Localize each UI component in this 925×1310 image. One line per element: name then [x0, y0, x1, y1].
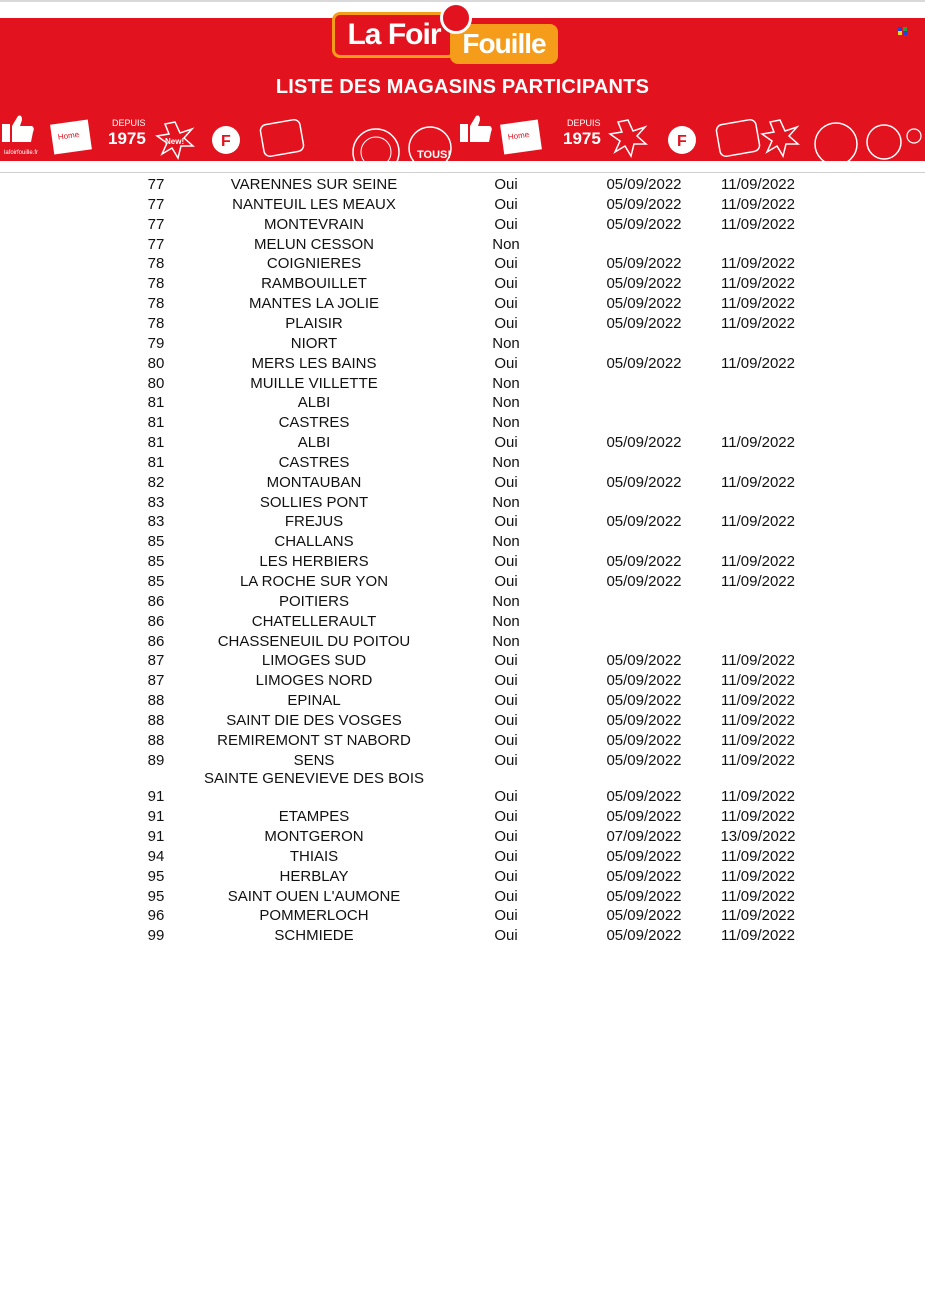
dept-cell: 85: [147, 533, 165, 550]
dept-cell: 81: [147, 414, 165, 431]
city-cell: CHATELLERAULT: [251, 613, 377, 630]
participation-cell: Non: [492, 454, 520, 471]
participation-cell: Non: [492, 533, 520, 550]
end-date-cell: 11/09/2022: [721, 848, 795, 865]
table-row: [0, 196, 925, 216]
table-row: [0, 236, 925, 256]
participation-cell: Oui: [494, 752, 518, 769]
table-row: [0, 474, 925, 494]
participation-cell: Oui: [494, 255, 518, 272]
end-date-cell: 13/09/2022: [720, 828, 796, 845]
start-date-cell: 07/09/2022: [606, 828, 682, 845]
dept-cell: 81: [147, 394, 165, 411]
dept-cell: 82: [147, 474, 165, 491]
svg-text:lafoirfouille.fr: lafoirfouille.fr: [4, 150, 39, 156]
home-sweet-home-icon: [50, 120, 92, 155]
dept-cell: 77: [147, 196, 165, 213]
start-date-cell: 05/09/2022: [606, 732, 682, 749]
city-cell: CASTRES: [278, 454, 350, 471]
participation-cell: Oui: [494, 652, 518, 669]
city-cell: HERBLAY: [279, 868, 349, 885]
fete-badge-icon: [815, 123, 857, 161]
fete-badge-icon: [353, 129, 399, 161]
dept-cell: 88: [147, 712, 165, 729]
participation-cell: Oui: [494, 788, 518, 805]
city-cell: MONTAUBAN: [266, 474, 362, 491]
start-date-cell: 05/09/2022: [606, 652, 682, 669]
start-date-cell: 05/09/2022: [606, 692, 682, 709]
participation-cell: Non: [492, 394, 520, 411]
participation-cell: Oui: [494, 355, 518, 372]
dept-cell: 85: [147, 553, 165, 570]
table-row: [0, 375, 925, 395]
end-date-cell: 11/09/2022: [721, 315, 795, 332]
city-cell: VARENNES SUR SEINE: [230, 176, 398, 193]
city-cell: CHASSENEUIL DU POITOU: [217, 633, 411, 650]
dept-cell: 81: [147, 434, 165, 451]
forever-badge-icon: [668, 126, 696, 154]
dept-cell: 89: [147, 752, 165, 769]
logo-word-la-foir: La Foir: [332, 12, 456, 58]
end-date-cell: 11/09/2022: [721, 808, 795, 825]
participation-cell: Oui: [494, 868, 518, 885]
participation-cell: Non: [492, 494, 520, 511]
table-row: [0, 828, 925, 848]
end-date-cell: 11/09/2022: [721, 868, 795, 885]
dept-cell: 83: [147, 494, 165, 511]
table-row: [0, 414, 925, 434]
end-date-cell: 11/09/2022: [721, 216, 795, 233]
dept-cell: 99: [147, 927, 165, 944]
table-row: [0, 672, 925, 692]
new-star-icon: [610, 120, 646, 156]
participation-cell: Oui: [494, 553, 518, 570]
thumbs-up-icon: [460, 116, 492, 143]
table-row: [0, 216, 925, 236]
dept-cell: 83: [147, 513, 165, 530]
dept-cell: 94: [147, 848, 165, 865]
end-date-cell: 11/09/2022: [721, 788, 795, 805]
end-date-cell: 11/09/2022: [721, 513, 795, 530]
dept-cell: 91: [147, 828, 165, 845]
start-date-cell: 05/09/2022: [606, 315, 682, 332]
dept-cell: 78: [147, 315, 165, 332]
end-date-cell: 11/09/2022: [721, 692, 795, 709]
participation-cell: Non: [492, 414, 520, 431]
svg-text:F: F: [677, 133, 687, 150]
table-row: [0, 770, 925, 808]
dept-cell: 88: [147, 692, 165, 709]
participation-cell: Oui: [494, 828, 518, 845]
table-row: [0, 355, 925, 375]
new-star-icon: [157, 122, 193, 158]
participation-cell: Oui: [494, 672, 518, 689]
dept-cell: 78: [147, 255, 165, 272]
end-date-cell: 11/09/2022: [721, 176, 795, 193]
participation-cell: Oui: [494, 295, 518, 312]
home-sweet-home-icon: [500, 120, 542, 155]
dept-cell: 95: [147, 868, 165, 885]
end-date-cell: 11/09/2022: [721, 295, 795, 312]
dept-cell: 86: [147, 633, 165, 650]
start-date-cell: 05/09/2022: [606, 712, 682, 729]
city-cell: MUILLE VILLETTE: [250, 375, 378, 392]
dept-cell: 77: [147, 176, 165, 193]
start-date-cell: 05/09/2022: [606, 808, 682, 825]
participation-cell: Oui: [494, 907, 518, 924]
participation-cell: Oui: [494, 216, 518, 233]
participation-cell: Non: [492, 593, 520, 610]
city-cell: SOLLIES PONT: [259, 494, 369, 511]
end-date-cell: 11/09/2022: [721, 275, 795, 292]
start-date-cell: 05/09/2022: [606, 573, 682, 590]
start-date-cell: 05/09/2022: [606, 216, 682, 233]
dept-cell: 95: [147, 888, 165, 905]
participation-cell: Oui: [494, 927, 518, 944]
dept-cell: 87: [147, 672, 165, 689]
participation-cell: Oui: [494, 712, 518, 729]
participation-cell: Oui: [494, 315, 518, 332]
start-date-cell: 05/09/2022: [606, 868, 682, 885]
start-date-cell: 05/09/2022: [606, 355, 682, 372]
table-row: [0, 394, 925, 414]
svg-text:DEPUIS: DEPUIS: [567, 118, 601, 128]
dept-cell: 78: [147, 295, 165, 312]
table-row: [0, 633, 925, 653]
new-star-icon: [762, 120, 798, 156]
participation-cell: Oui: [494, 176, 518, 193]
end-date-cell: 11/09/2022: [721, 355, 795, 372]
table-row: [0, 434, 925, 454]
city-cell: LIMOGES SUD: [261, 652, 367, 669]
participation-cell: Oui: [494, 434, 518, 451]
svg-text:1975: 1975: [563, 129, 601, 148]
participation-cell: Non: [492, 236, 520, 253]
svg-text:Home: Home: [507, 129, 530, 142]
start-date-cell: 05/09/2022: [606, 275, 682, 292]
table-row: [0, 808, 925, 828]
end-date-cell: 11/09/2022: [721, 712, 795, 729]
city-cell: POITIERS: [278, 593, 349, 610]
participation-cell: Oui: [494, 513, 518, 530]
depuis-1975-icon: [563, 118, 601, 148]
header-divider: [0, 172, 925, 173]
thumbs-up-icon: [2, 116, 38, 157]
end-date-cell: 11/09/2022: [721, 907, 795, 924]
start-date-cell: 05/09/2022: [606, 788, 682, 805]
table-row: [0, 176, 925, 196]
start-date-cell: 05/09/2022: [606, 295, 682, 312]
table-row: [0, 494, 925, 514]
forever-badge-icon: [212, 126, 240, 154]
city-cell: PLAISIR: [285, 315, 343, 332]
city-cell: NANTEUIL LES MEAUX: [232, 196, 396, 213]
participation-cell: Oui: [494, 848, 518, 865]
city-cell: SCHMIEDE: [274, 927, 354, 944]
start-date-cell: 05/09/2022: [606, 434, 682, 451]
dept-cell: 77: [147, 216, 165, 233]
participation-cell: Oui: [494, 474, 518, 491]
start-date-cell: 05/09/2022: [606, 907, 682, 924]
svg-text:New!: New!: [165, 137, 185, 146]
table-row: [0, 712, 925, 732]
city-cell: LA ROCHE SUR YON: [239, 573, 389, 590]
svg-text:F: F: [221, 133, 231, 150]
table-row: [0, 848, 925, 868]
city-cell: SAINT DIE DES VOSGES: [226, 712, 402, 729]
participation-cell: Oui: [494, 808, 518, 825]
city-cell: MELUN CESSON: [253, 236, 375, 253]
city-cell: NIORT: [290, 335, 338, 352]
start-date-cell: 05/09/2022: [606, 672, 682, 689]
start-date-cell: 05/09/2022: [606, 474, 682, 491]
table-row: [0, 868, 925, 888]
table-row: [0, 533, 925, 553]
end-date-cell: 11/09/2022: [721, 573, 795, 590]
depuis-1975-icon: [108, 118, 146, 148]
svg-text:Home: Home: [57, 129, 80, 142]
start-date-cell: 05/09/2022: [606, 255, 682, 272]
table-row: [0, 553, 925, 573]
end-date-cell: 11/09/2022: [721, 752, 795, 769]
city-cell: ALBI: [297, 434, 331, 451]
table-row: [0, 652, 925, 672]
dept-cell: 78: [147, 275, 165, 292]
dept-cell: 81: [147, 454, 165, 471]
dept-cell: 86: [147, 593, 165, 610]
participation-cell: Non: [492, 633, 520, 650]
city-cell: ETAMPES: [278, 808, 350, 825]
table-row: [0, 275, 925, 295]
style-tag-icon: [260, 119, 305, 157]
city-cell: ALBI: [297, 394, 331, 411]
city-cell: EPINAL: [287, 692, 341, 709]
city-cell: RAMBOUILLET: [261, 275, 367, 292]
la-foir-fouille-logo: [332, 2, 562, 70]
start-date-cell: 05/09/2022: [606, 196, 682, 213]
end-date-cell: 11/09/2022: [721, 255, 795, 272]
table-row: [0, 335, 925, 355]
svg-text:DEPUIS: DEPUIS: [112, 118, 146, 128]
dept-cell: 80: [147, 355, 165, 372]
dept-cell: 86: [147, 613, 165, 630]
dept-cell: 91: [147, 788, 165, 805]
tous-badge-icon: [409, 127, 451, 161]
participation-cell: Oui: [494, 732, 518, 749]
city-cell: MERS LES BAINS: [251, 355, 377, 372]
city-cell: SAINT OUEN L'AUMONE: [227, 888, 401, 905]
city-cell: THIAIS: [289, 848, 339, 865]
end-date-cell: 11/09/2022: [721, 196, 795, 213]
end-date-cell: 11/09/2022: [721, 672, 795, 689]
participation-cell: Oui: [494, 692, 518, 709]
participation-cell: Oui: [494, 196, 518, 213]
start-date-cell: 05/09/2022: [606, 176, 682, 193]
table-row: [0, 295, 925, 315]
dept-cell: 80: [147, 375, 165, 392]
city-cell: FREJUS: [284, 513, 344, 530]
table-row: [0, 907, 925, 927]
table-row: [0, 454, 925, 474]
participation-cell: Oui: [494, 573, 518, 590]
start-date-cell: 05/09/2022: [606, 848, 682, 865]
city-cell: CHALLANS: [274, 533, 354, 550]
city-cell: MANTES LA JOLIE: [248, 295, 380, 312]
start-date-cell: 05/09/2022: [606, 553, 682, 570]
end-date-cell: 11/09/2022: [721, 652, 795, 669]
city-cell: CASTRES: [278, 414, 350, 431]
f-circle-icon: [907, 129, 921, 143]
start-date-cell: 05/09/2022: [606, 888, 682, 905]
logo-word-fouille: Fouille: [450, 24, 558, 64]
participation-cell: Non: [492, 375, 520, 392]
city-cell: POMMERLOCH: [259, 907, 369, 924]
start-date-cell: 05/09/2022: [606, 752, 682, 769]
tous-badge-icon: [867, 125, 901, 159]
table-row: [0, 315, 925, 335]
city-cell: SENS: [293, 752, 335, 769]
dept-cell: 85: [147, 573, 165, 590]
start-date-cell: 05/09/2022: [606, 513, 682, 530]
table-row: [0, 593, 925, 613]
dept-cell: 88: [147, 732, 165, 749]
city-cell: LIMOGES NORD: [255, 672, 373, 689]
table-row: [0, 255, 925, 275]
city-cell: MONTGERON: [264, 828, 364, 845]
start-date-cell: 05/09/2022: [606, 927, 682, 944]
participation-cell: Non: [492, 335, 520, 352]
participation-cell: Oui: [494, 888, 518, 905]
dept-cell: 79: [147, 335, 165, 352]
end-date-cell: 11/09/2022: [721, 732, 795, 749]
table-row: [0, 752, 925, 772]
participation-cell: Non: [492, 613, 520, 630]
city-cell: SAINTE GENEVIEVE DES BOIS: [203, 770, 425, 787]
city-cell: MONTEVRAIN: [263, 216, 364, 233]
style-tag-icon: [716, 119, 761, 157]
dept-cell: 87: [147, 652, 165, 669]
city-cell: COIGNIERES: [266, 255, 362, 272]
page-title: LISTE DES MAGASINS PARTICIPANTS: [275, 76, 650, 98]
table-row: [0, 573, 925, 593]
city-cell: REMIREMONT ST NABORD: [217, 732, 411, 749]
dept-cell: 77: [147, 236, 165, 253]
end-date-cell: 11/09/2022: [721, 553, 795, 570]
color-registration-mark-icon: [898, 27, 908, 35]
svg-text:1975: 1975: [108, 129, 146, 148]
table-row: [0, 613, 925, 633]
dept-cell: 91: [147, 808, 165, 825]
end-date-cell: 11/09/2022: [721, 474, 795, 491]
table-row: [0, 513, 925, 533]
city-cell: LES HERBIERS: [259, 553, 369, 570]
table-row: [0, 888, 925, 908]
table-row: [0, 692, 925, 712]
table-row: [0, 927, 925, 947]
participation-cell: Oui: [494, 275, 518, 292]
end-date-cell: 11/09/2022: [721, 888, 795, 905]
dept-cell: 96: [147, 907, 165, 924]
end-date-cell: 11/09/2022: [721, 434, 795, 451]
end-date-cell: 11/09/2022: [721, 927, 795, 944]
logo-speech-bubble-icon: [440, 2, 472, 34]
table-row: [0, 732, 925, 752]
svg-text:TOUS!: TOUS!: [417, 149, 452, 161]
